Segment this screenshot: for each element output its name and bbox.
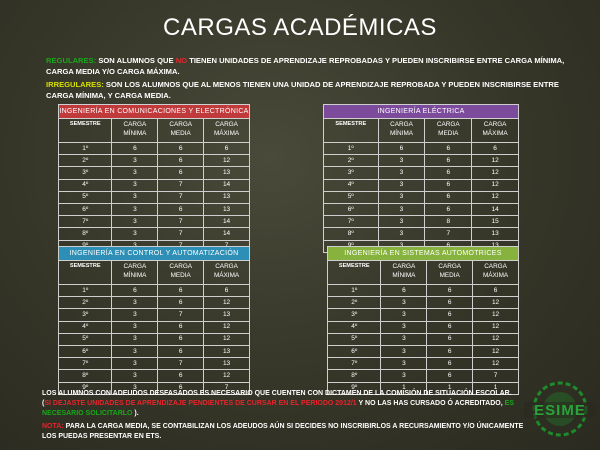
load-cell: 6 bbox=[473, 285, 519, 297]
semester-cell: 4º bbox=[328, 321, 381, 333]
load-cell: 3 bbox=[378, 179, 425, 191]
column-header-maxima-line2: MÁXIMA bbox=[482, 272, 509, 279]
load-cell: 14 bbox=[204, 216, 250, 228]
column-header-media-line1: CARGA bbox=[436, 121, 460, 128]
load-cell: 12 bbox=[473, 309, 519, 321]
semester-cell: 5º bbox=[328, 333, 381, 345]
column-header-maxima-line2: MÁXIMA bbox=[213, 130, 240, 137]
nota-text: PARA LA CARGA MEDIA, SE CONTABILIZAN LOS ADEUDOS AÚN SI DECIDES NO INSCRIBIRLOS A RECURSAMIENTO Y/O ÚNICAMENTE LOS PUEDAS PRESENTAR EN ETS. bbox=[42, 423, 524, 440]
column-header-maxima-line1: CARGA bbox=[483, 121, 507, 128]
load-cell: 6 bbox=[158, 203, 204, 215]
load-cell: 12 bbox=[472, 179, 519, 191]
semester-cell: 5º bbox=[324, 191, 379, 203]
load-cell: 6 bbox=[427, 358, 473, 370]
semester-cell: 8º bbox=[328, 370, 381, 382]
load-cell: 3 bbox=[381, 321, 427, 333]
column-header-minima-line1: CARGA bbox=[123, 121, 147, 128]
load-cell: 6 bbox=[427, 309, 473, 321]
load-cell: 3 bbox=[381, 370, 427, 382]
semester-cell: 8º bbox=[324, 228, 379, 240]
load-cell: 6 bbox=[112, 285, 158, 297]
column-header-media bbox=[427, 261, 473, 285]
table-control bbox=[58, 246, 250, 395]
semester-cell: 2º bbox=[59, 297, 112, 309]
column-header-maxima-line2: MÁXIMA bbox=[482, 130, 508, 137]
table-row bbox=[59, 228, 250, 240]
load-cell: 1 bbox=[473, 382, 519, 394]
load-cell: 3 bbox=[381, 358, 427, 370]
table-sistemas-block bbox=[327, 246, 519, 395]
table-row bbox=[328, 345, 519, 357]
semester-cell: 3º bbox=[59, 309, 112, 321]
column-header-media bbox=[158, 261, 204, 285]
semester-cell: 4º bbox=[324, 179, 379, 191]
semester-cell: 1º bbox=[328, 285, 381, 297]
table-row bbox=[59, 191, 250, 203]
column-header-minima-line1: CARGA bbox=[123, 263, 147, 270]
nota-label: NOTA: bbox=[42, 423, 64, 430]
table-comunicaciones-block bbox=[58, 104, 250, 253]
semester-cell: 7º bbox=[328, 358, 381, 370]
semester-cell: 7º bbox=[59, 216, 112, 228]
load-cell: 3 bbox=[378, 191, 425, 203]
load-cell: 6 bbox=[427, 285, 473, 297]
load-cell: 7 bbox=[158, 358, 204, 370]
semester-cell: 2º bbox=[59, 155, 112, 167]
regulares-text-a: SON ALUMNOS QUE bbox=[96, 56, 176, 65]
load-cell: 13 bbox=[204, 309, 250, 321]
column-header-media-line2: MEDIA bbox=[438, 130, 459, 137]
load-cell: 6 bbox=[472, 143, 519, 155]
load-cell: 6 bbox=[158, 297, 204, 309]
load-cell: 6 bbox=[378, 143, 425, 155]
load-cell: 7 bbox=[158, 228, 204, 240]
load-cell: 3 bbox=[112, 228, 158, 240]
load-cell: 3 bbox=[378, 203, 425, 215]
load-cell: 6 bbox=[427, 321, 473, 333]
load-cell: 6 bbox=[425, 191, 472, 203]
load-cell: 13 bbox=[204, 191, 250, 203]
load-cell: 12 bbox=[204, 321, 250, 333]
irregulares-text: SON LOS ALUMNOS QUE AL MENOS TIENEN UNA UNIDAD DE APRENDIZAJE REPROBADA Y PUEDEN INSCRIBIRSE ENTRE CARGA MÍNIMA, Y CARGA MEDIA. bbox=[46, 80, 559, 100]
column-header-media bbox=[425, 119, 472, 143]
load-cell: 14 bbox=[472, 203, 519, 215]
column-header-maxima bbox=[473, 261, 519, 285]
semester-cell: 5º bbox=[59, 333, 112, 345]
table-title: INGENIERÍA ELÉCTRICA bbox=[324, 105, 519, 119]
load-cell: 6 bbox=[158, 167, 204, 179]
load-cell: 6 bbox=[158, 333, 204, 345]
load-cell: 3 bbox=[112, 216, 158, 228]
load-cell: 3 bbox=[378, 167, 425, 179]
semester-cell: 9º bbox=[328, 382, 381, 394]
table-row bbox=[328, 297, 519, 309]
esime-logo bbox=[522, 378, 598, 440]
column-header-minima bbox=[378, 119, 425, 143]
load-cell: 12 bbox=[473, 345, 519, 357]
definition-regulares bbox=[46, 56, 566, 77]
semester-cell: 7º bbox=[59, 358, 112, 370]
load-cell: 3 bbox=[112, 358, 158, 370]
load-cell: 3 bbox=[112, 309, 158, 321]
load-cell: 3 bbox=[112, 321, 158, 333]
table-row bbox=[324, 167, 519, 179]
load-cell: 6 bbox=[427, 370, 473, 382]
load-cell: 12 bbox=[204, 297, 250, 309]
load-cell: 13 bbox=[204, 358, 250, 370]
table-row bbox=[328, 309, 519, 321]
load-cell: 12 bbox=[473, 321, 519, 333]
load-cell: 6 bbox=[427, 297, 473, 309]
load-cell: 3 bbox=[112, 167, 158, 179]
table-row bbox=[59, 167, 250, 179]
load-cell: 12 bbox=[204, 155, 250, 167]
load-cell: 12 bbox=[473, 297, 519, 309]
load-cell: 7 bbox=[204, 382, 250, 394]
load-cell: 6 bbox=[158, 285, 204, 297]
column-header-media-line2: MEDIA bbox=[170, 130, 191, 137]
column-header-maxima-line2: MÁXIMA bbox=[213, 272, 240, 279]
load-cell: 6 bbox=[425, 179, 472, 191]
table-title: INGENIERÍA EN SISTEMAS AUTOMOTRICES bbox=[328, 247, 519, 261]
table-row bbox=[59, 333, 250, 345]
load-cell: 13 bbox=[472, 228, 519, 240]
semester-cell: 8º bbox=[59, 370, 112, 382]
load-cell: 12 bbox=[473, 358, 519, 370]
table-row bbox=[59, 216, 250, 228]
semester-cell: 6º bbox=[328, 345, 381, 357]
column-header-maxima bbox=[204, 261, 250, 285]
table-row bbox=[59, 370, 250, 382]
semester-cell: 3º bbox=[324, 167, 379, 179]
load-cell: 12 bbox=[204, 333, 250, 345]
load-cell: 6 bbox=[158, 321, 204, 333]
footer-line1: LOS ALUMNOS CON ADEUDOS DESFASADOS ES NECESARIO QUE CUENTEN CON DICTAMEN DE LA COMISIÓN DE SITUACIÓN ESCOLAR. bbox=[42, 390, 512, 397]
column-header-media-line2: MEDIA bbox=[170, 272, 191, 279]
column-header-maxima-line1: CARGA bbox=[215, 121, 238, 128]
regulares-text-b: TIENEN UNIDADES DE APRENDIZAJE REPROBADAS Y PUEDEN INSCRIBIRSE ENTRE CARGA MÍNIMA, CARGA MEDIA Y/O CARGA MÁXIMA. bbox=[46, 56, 565, 76]
load-cell: 7 bbox=[158, 191, 204, 203]
column-header-minima-line2: MÍNIMA bbox=[392, 272, 416, 279]
column-header-media bbox=[158, 119, 204, 143]
load-cell: 3 bbox=[112, 203, 158, 215]
footer-red-text: SI DEJASTE UNIDADES DE APRENDIZAJE PENDIENTES DE CURSAR EN EL PERIODO 2012/1 bbox=[44, 400, 357, 407]
load-cell: 12 bbox=[472, 191, 519, 203]
load-cell: 3 bbox=[378, 216, 425, 228]
semester-cell: 7º bbox=[324, 216, 379, 228]
column-header-maxima bbox=[472, 119, 519, 143]
load-cell: 3 bbox=[378, 228, 425, 240]
semester-cell: 9º bbox=[59, 382, 112, 394]
load-cell: 3 bbox=[381, 309, 427, 321]
load-cell: 6 bbox=[204, 285, 250, 297]
table-row bbox=[328, 333, 519, 345]
footer-mid: Y NO LAS HAS CURSADO Ó ACREDITADO, bbox=[356, 400, 505, 407]
load-cell: 6 bbox=[158, 370, 204, 382]
semester-cell: 8º bbox=[59, 228, 112, 240]
definition-irregulares bbox=[46, 80, 566, 101]
load-cell: 3 bbox=[112, 382, 158, 394]
column-header-minima bbox=[381, 261, 427, 285]
load-cell: 1 bbox=[381, 382, 427, 394]
footer-nota bbox=[42, 422, 530, 442]
semester-cell: 2º bbox=[324, 155, 379, 167]
load-cell: 13 bbox=[204, 167, 250, 179]
table-row bbox=[324, 191, 519, 203]
load-cell: 12 bbox=[472, 155, 519, 167]
table-row bbox=[59, 297, 250, 309]
table-row bbox=[324, 179, 519, 191]
regulares-no: NO bbox=[175, 56, 188, 65]
column-header-semestre: SEMESTRE bbox=[328, 261, 381, 285]
page-title: CARGAS ACADÉMICAS bbox=[163, 14, 437, 41]
load-cell: 6 bbox=[158, 143, 204, 155]
load-cell: 3 bbox=[112, 345, 158, 357]
semester-cell: 2º bbox=[328, 297, 381, 309]
column-header-minima-line2: MÍNIMA bbox=[123, 272, 147, 279]
load-cell: 6 bbox=[425, 203, 472, 215]
semester-cell: 6º bbox=[59, 203, 112, 215]
table-row bbox=[328, 285, 519, 297]
load-cell: 6 bbox=[427, 333, 473, 345]
load-cell: 6 bbox=[425, 143, 472, 155]
load-cell: 3 bbox=[112, 179, 158, 191]
column-header-minima-line2: MÍNIMA bbox=[123, 130, 147, 137]
table-comunicaciones bbox=[58, 104, 250, 253]
table-row bbox=[59, 155, 250, 167]
table-row bbox=[59, 203, 250, 215]
load-cell: 6 bbox=[112, 143, 158, 155]
table-row bbox=[324, 155, 519, 167]
semester-cell: 4º bbox=[59, 179, 112, 191]
semester-cell: 1º bbox=[59, 285, 112, 297]
load-cell: 3 bbox=[112, 155, 158, 167]
load-cell: 6 bbox=[158, 382, 204, 394]
load-cell: 3 bbox=[378, 155, 425, 167]
column-header-minima bbox=[112, 119, 158, 143]
table-row bbox=[59, 321, 250, 333]
load-cell: 3 bbox=[112, 191, 158, 203]
load-cell: 12 bbox=[472, 167, 519, 179]
table-row bbox=[328, 358, 519, 370]
load-cell: 3 bbox=[381, 297, 427, 309]
footer-note-adeudos bbox=[42, 389, 530, 419]
table-title: INGENIERÍA EN COMUNICACIONES Y ELECTRÓNICA bbox=[59, 105, 250, 119]
semester-cell: 3º bbox=[328, 309, 381, 321]
table-row bbox=[59, 358, 250, 370]
table-row bbox=[59, 285, 250, 297]
semester-cell: 6º bbox=[59, 345, 112, 357]
column-header-maxima-line1: CARGA bbox=[484, 263, 507, 270]
load-cell: 6 bbox=[204, 143, 250, 155]
table-electrica bbox=[323, 104, 519, 253]
column-header-minima-line1: CARGA bbox=[392, 263, 416, 270]
column-header-semestre: SEMESTRE bbox=[59, 261, 112, 285]
load-cell: 6 bbox=[158, 345, 204, 357]
column-header-semestre: SEMESTRE bbox=[59, 119, 112, 143]
column-header-minima bbox=[112, 261, 158, 285]
load-cell: 3 bbox=[112, 297, 158, 309]
load-cell: 13 bbox=[204, 203, 250, 215]
column-header-media-line2: MEDIA bbox=[439, 272, 460, 279]
load-cell: 3 bbox=[112, 370, 158, 382]
column-header-media-line1: CARGA bbox=[169, 263, 193, 270]
load-cell: 1 bbox=[427, 382, 473, 394]
semester-cell: 5º bbox=[59, 191, 112, 203]
table-row bbox=[59, 309, 250, 321]
irregulares-label: IRREGULARES: bbox=[46, 80, 104, 89]
table-row bbox=[324, 203, 519, 215]
load-cell: 12 bbox=[204, 370, 250, 382]
table-row bbox=[59, 345, 250, 357]
load-cell: 14 bbox=[204, 179, 250, 191]
load-cell: 3 bbox=[112, 333, 158, 345]
semester-cell: 6º bbox=[324, 203, 379, 215]
footer-green-text: ES NECESARIO SOLICITARLO bbox=[42, 400, 514, 417]
regulares-label: REGULARES: bbox=[46, 56, 97, 65]
column-header-maxima bbox=[204, 119, 250, 143]
table-control-block bbox=[58, 246, 250, 395]
load-cell: 7 bbox=[425, 228, 472, 240]
load-cell: 6 bbox=[425, 155, 472, 167]
table-title: INGENIERÍA EN CONTROL Y AUTOMATIZACIÓN bbox=[59, 247, 250, 261]
semester-cell: 1º bbox=[59, 143, 112, 155]
semester-cell: 4º bbox=[59, 321, 112, 333]
load-cell: 7 bbox=[473, 370, 519, 382]
semester-cell: 1º bbox=[324, 143, 379, 155]
column-header-maxima-line1: CARGA bbox=[215, 263, 238, 270]
load-cell: 7 bbox=[158, 216, 204, 228]
load-cell: 8 bbox=[425, 216, 472, 228]
table-row bbox=[324, 143, 519, 155]
table-electrica-block bbox=[323, 104, 519, 253]
load-cell: 7 bbox=[158, 309, 204, 321]
footer-close: ). bbox=[132, 410, 139, 417]
load-cell: 3 bbox=[381, 345, 427, 357]
load-cell: 6 bbox=[158, 155, 204, 167]
load-cell: 12 bbox=[473, 333, 519, 345]
load-cell: 7 bbox=[158, 179, 204, 191]
logo-text: ESIME bbox=[534, 402, 586, 419]
table-row bbox=[59, 143, 250, 155]
table-row bbox=[328, 370, 519, 382]
column-header-semestre: SEMESTRE bbox=[324, 119, 379, 143]
load-cell: 15 bbox=[472, 216, 519, 228]
column-header-minima-line2: MÍNIMA bbox=[389, 130, 414, 137]
load-cell: 3 bbox=[381, 333, 427, 345]
table-row bbox=[59, 179, 250, 191]
table-row bbox=[328, 321, 519, 333]
column-header-media-line1: CARGA bbox=[169, 121, 193, 128]
load-cell: 13 bbox=[204, 345, 250, 357]
table-row bbox=[324, 216, 519, 228]
load-cell: 14 bbox=[204, 228, 250, 240]
footer-open: ( bbox=[42, 400, 45, 407]
column-header-media-line1: CARGA bbox=[438, 263, 462, 270]
column-header-minima-line1: CARGA bbox=[390, 121, 413, 128]
table-sistemas bbox=[327, 246, 519, 395]
load-cell: 6 bbox=[381, 285, 427, 297]
table-row bbox=[324, 228, 519, 240]
semester-cell: 3º bbox=[59, 167, 112, 179]
load-cell: 6 bbox=[427, 345, 473, 357]
load-cell: 6 bbox=[425, 167, 472, 179]
